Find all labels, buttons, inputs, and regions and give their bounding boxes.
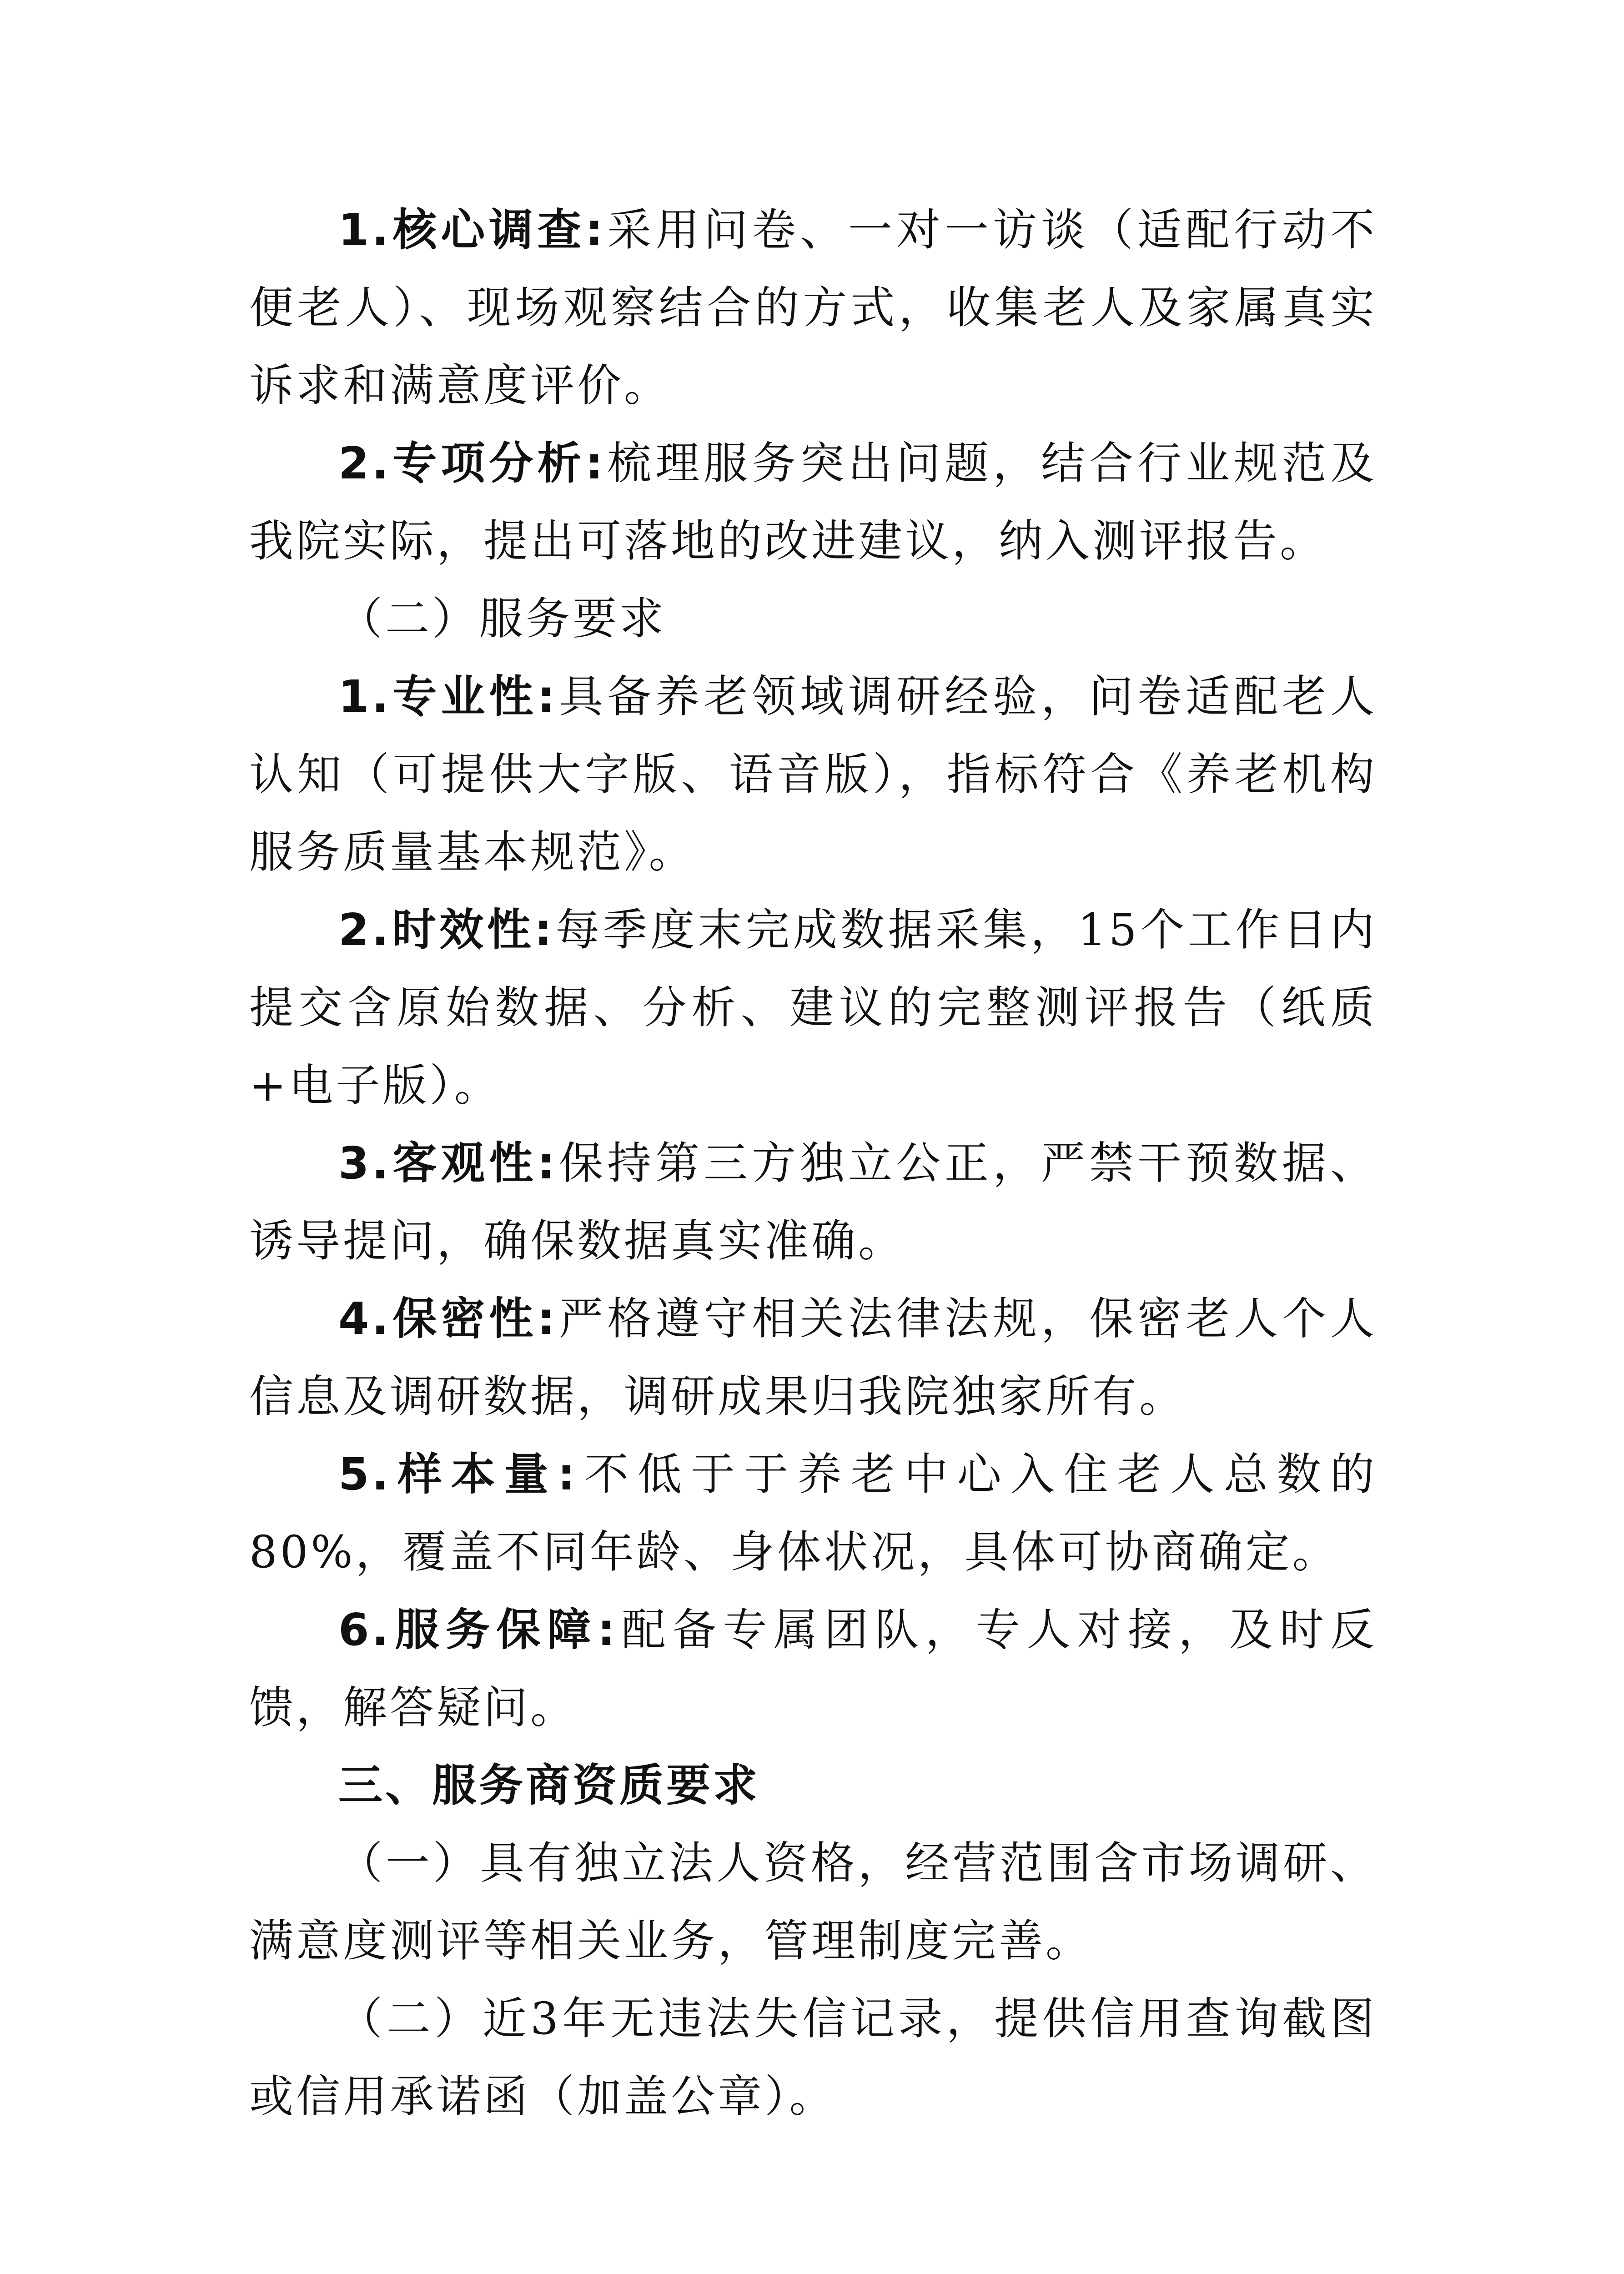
item-core-survey	[249, 191, 1377, 424]
section-heading-service-requirements: （二）服务要求	[338, 593, 666, 644]
item-label: 2.时效性:	[338, 904, 555, 956]
item-timeliness	[249, 891, 1377, 1124]
document-body	[249, 191, 1377, 2135]
item-label: 6.服务保障:	[338, 1604, 618, 1655]
item-label: 5.样本量:	[338, 1449, 578, 1500]
item-text: 具备养老领域调研经验，问卷适配老人认知（可提供大字版、语音版），指标符合《养老机构服务质量基本规范》。	[249, 671, 1377, 878]
item-text: 配备专属团队，专人对接，及时反馈，解答疑问。	[249, 1604, 1378, 1733]
item-text: 梳理服务突出问题，结合行业规范及我院实际，提出可落地的改进建议，纳入测评报告。	[249, 438, 1378, 567]
item-objectivity	[249, 1124, 1377, 1280]
item-text: 不低于于养老中心入住老人总数的80%，覆盖不同年龄、身体状况，具体可协商确定。	[249, 1449, 1377, 1578]
qualification-item: （二）近3年无违法失信记录，提供信用查询截图或信用承诺函（加盖公章）。	[249, 1993, 1377, 2122]
item-label: 4.保密性:	[338, 1293, 558, 1344]
item-text: 每季度末完成数据采集，15个工作日内提交含原始数据、分析、建议的完整测评报告（纸质+电子版）。	[249, 904, 1377, 1111]
item-label: 3.客观性:	[338, 1137, 558, 1189]
qualification-item: （一）具有独立法人资格，经营范围含市场调研、满意度测评等相关业务，管理制度完善。	[249, 1837, 1377, 1967]
item-label: 1.核心调查:	[338, 204, 606, 256]
item-text: 采用问卷、一对一访谈（适配行动不便老人）、现场观察结合的方式，收集老人及家属真实诉求和满意度评价。	[249, 204, 1378, 411]
item-special-analysis	[249, 424, 1377, 580]
item-professionalism	[249, 658, 1377, 891]
item-text: 严格遵守相关法律法规，保密老人个人信息及调研数据，调研成果归我院独家所有。	[249, 1293, 1377, 1422]
item-label: 2.专项分析:	[338, 438, 606, 489]
item-label: 1.专业性:	[338, 671, 558, 722]
item-service-guarantee	[249, 1591, 1377, 1746]
section-heading-qualifications: 三、服务商资质要求	[338, 1760, 760, 1811]
item-confidentiality	[249, 1280, 1377, 1435]
item-text: 保持第三方独立公正，严禁干预数据、诱导提问，确保数据真实准确。	[249, 1137, 1377, 1267]
item-sample-size	[249, 1435, 1377, 1591]
